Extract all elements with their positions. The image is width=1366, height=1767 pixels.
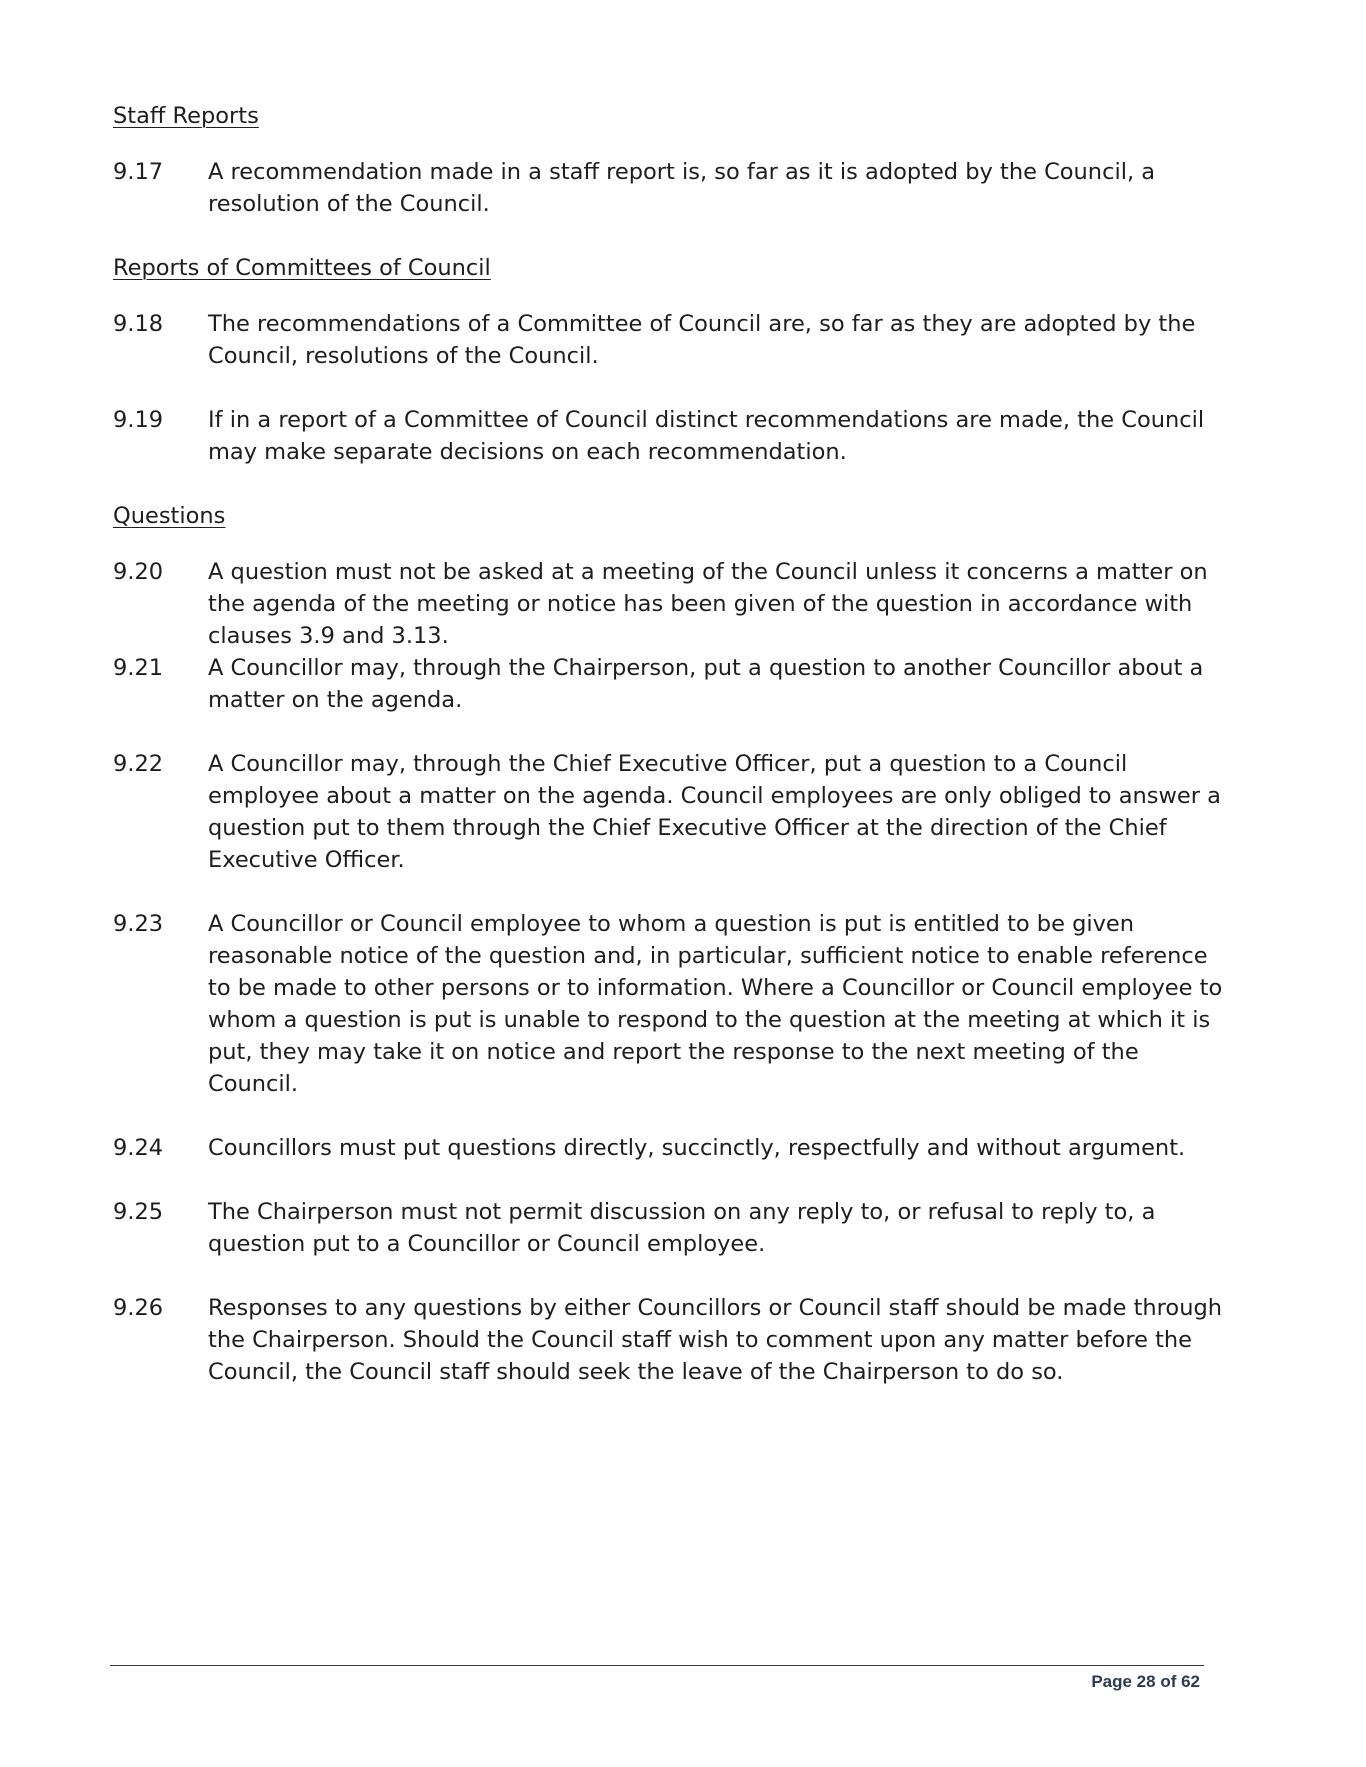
clause-9-25 xyxy=(113,1196,1223,1260)
clause-9-19 xyxy=(113,404,1223,468)
document-body xyxy=(113,100,1223,1388)
clause-text: A recommendation made in a staff report is, so far as it is adopted by the Council, a resolution of the Council. xyxy=(208,159,1156,217)
clause-9-22 xyxy=(113,748,1223,876)
section-reports-of-committees xyxy=(113,252,1223,284)
section-heading: Staff Reports xyxy=(113,103,259,129)
clause-text: The recommendations of a Committee of Council are, so far as they are adopted by the Council, resolutions of the Council. xyxy=(208,311,1196,369)
clause-text: Responses to any questions by either Councillors or Council staff should be made through the Chairperson. Should the Council staff wish to comment upon any matter before the Council, the Council staff should seek the leave of the Chairperson to do so. xyxy=(208,1295,1222,1385)
clause-text: A question must not be asked at a meeting of the Council unless it concerns a matter on the agenda of the meeting or notice has been given of the question in accordance with clauses 3.9 and 3.13. xyxy=(208,559,1208,649)
clause-9-23 xyxy=(113,908,1223,1100)
clause-number: 9.17 xyxy=(113,159,164,185)
section-questions xyxy=(113,500,1223,532)
section-heading: Reports of Committees of Council xyxy=(113,255,491,281)
clause-text: A Councillor may, through the Chief Executive Officer, put a question to a Council employee about a matter on the agenda. Council employees are only obliged to answer a question put to them through the Chief Executive Officer at the direction of the Chief Executive Officer. xyxy=(208,751,1221,873)
clause-text: A Councillor may, through the Chairperson, put a question to another Councillor about a matter on the agenda. xyxy=(208,655,1204,713)
clause-number: 9.19 xyxy=(113,407,164,433)
clause-number: 9.21 xyxy=(113,655,164,681)
clause-number: 9.23 xyxy=(113,911,164,937)
clause-number: 9.26 xyxy=(113,1295,164,1321)
clause-number: 9.25 xyxy=(113,1199,164,1225)
clause-text: A Councillor or Council employee to whom a question is put is entitled to be given reasonable notice of the question and, in particular, sufficient notice to enable reference to be made to other persons or to information. Where a Councillor or Council employee to whom a question is put is unable to respond to the question at the meeting at which it is put, they may take it on notice and report the response to the next meeting of the Council. xyxy=(208,911,1223,1097)
clause-number: 9.18 xyxy=(113,311,164,337)
clause-9-26 xyxy=(113,1292,1223,1388)
clause-9-17 xyxy=(113,156,1223,220)
clause-number: 9.20 xyxy=(113,559,164,585)
page-number: Page 28 of 62 xyxy=(1091,1672,1200,1691)
clause-text: Councillors must put questions directly, succinctly, respectfully and without argument. xyxy=(208,1135,1186,1161)
clause-number: 9.24 xyxy=(113,1135,164,1161)
section-staff-reports xyxy=(113,100,1223,132)
footer-divider xyxy=(110,1665,1204,1666)
clause-9-18 xyxy=(113,308,1223,372)
clause-text: If in a report of a Committee of Council distinct recommendations are made, the Council may make separate decisions on each recommendation. xyxy=(208,407,1205,465)
clause-9-20 xyxy=(113,556,1223,652)
clause-9-24 xyxy=(113,1132,1223,1164)
clause-text: The Chairperson must not permit discussion on any reply to, or refusal to reply to, a question put to a Councillor or Council employee. xyxy=(208,1199,1156,1257)
section-heading: Questions xyxy=(113,503,226,529)
clause-number: 9.22 xyxy=(113,751,164,777)
clause-9-21 xyxy=(113,652,1223,716)
